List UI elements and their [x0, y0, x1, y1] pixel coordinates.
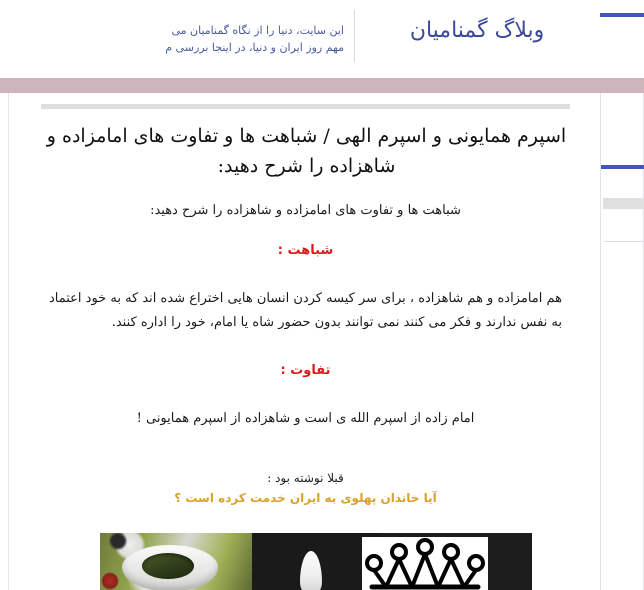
- spacer: [27, 181, 586, 199]
- spacer: [49, 431, 562, 457]
- strip-right-dark-area: [488, 533, 532, 590]
- blog-title[interactable]: وبلاگ گمنامیان: [409, 18, 545, 43]
- header-sidebar-column: [600, 0, 644, 78]
- sidebar-gray-box[interactable]: [603, 198, 644, 209]
- spacer: [49, 508, 562, 534]
- spacer: [49, 223, 562, 241]
- finger-shape: [300, 551, 322, 590]
- crown-icon: [362, 537, 488, 590]
- right-sidebar: [600, 93, 644, 590]
- post-intro-text: شباهت ها و تفاوت های امامزاده و شاهزاده را شرح دهید:: [150, 203, 461, 218]
- blog-description-line-2: مهم روز ایران و دنیا، در اینجا بررسی م: [165, 41, 344, 54]
- spacer: [49, 335, 562, 361]
- page-title[interactable]: اسپرم همایونی و اسپرم الهی / شباهت ها و تفاوت های امامزاده و شاهزاده را شرح دهید:: [46, 125, 567, 177]
- content-top-rule: [41, 104, 570, 109]
- previously-post-link[interactable]: آیا خاندان پهلوی به ایران خدمت کرده است ؟: [174, 491, 437, 505]
- difference-paragraph: امام زاده از اسپرم الله ی است و شاهزاده از اسپرم همایونی !: [136, 411, 475, 426]
- sidebar-left-border: [600, 93, 601, 590]
- post-body: [49, 199, 562, 565]
- post-content-inner: [9, 104, 600, 565]
- spacer: [49, 261, 562, 287]
- post-image-strip[interactable]: [100, 533, 532, 590]
- previously-label: قبلا نوشته بود :: [267, 471, 344, 485]
- header-divider: [354, 10, 355, 62]
- page-body: [0, 93, 644, 590]
- difference-heading: تفاوت :: [280, 363, 331, 378]
- spacer: [49, 457, 562, 468]
- sidebar-accent-bar: [600, 165, 644, 169]
- crown-graphic: [362, 537, 488, 590]
- blog-description: [0, 22, 344, 56]
- blog-description-line-1: این سایت، دنیا را از نگاه گمنامیان می: [171, 24, 344, 37]
- post-content-column: [8, 93, 600, 590]
- site-header: [0, 0, 644, 78]
- spacer: [49, 381, 562, 407]
- header-accent-bar: [600, 13, 644, 17]
- similarity-heading: شباهت :: [277, 243, 334, 258]
- dark-photo-panel: [252, 533, 380, 590]
- bowl-opening-shape: [142, 553, 194, 579]
- sidebar-divider: [604, 241, 644, 242]
- bowl-photo: [100, 533, 252, 590]
- decorative-band: [0, 78, 644, 93]
- similarity-paragraph: هم امامزاده و هم شاهزاده ، برای سر کیسه کردن انسان هایی اختراع شده اند که به خود اعتماد به نفس ندارند و فکر می کنند نمی توانند بدون حضور شاه یا امام، خود را اداره کنند.: [48, 291, 562, 330]
